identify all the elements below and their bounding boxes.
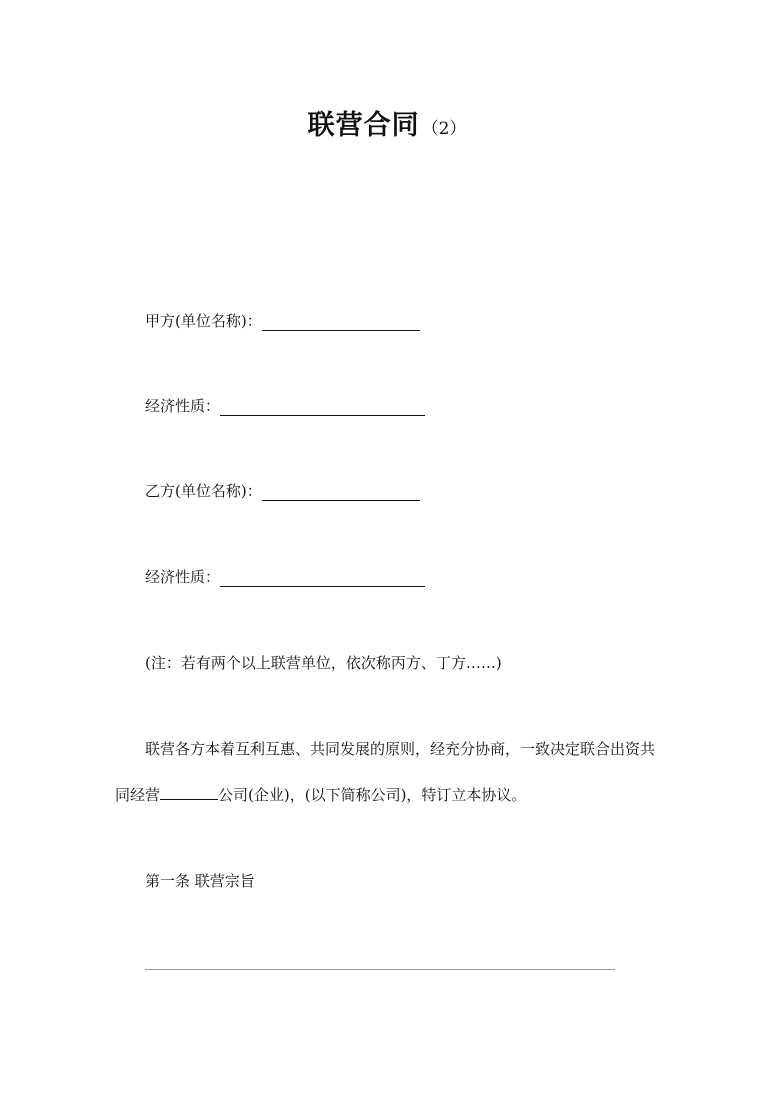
party-a-name-label: 甲方(单位名称)：: [145, 312, 262, 330]
intro-line2-end: 公司(企业)，(以下简称公司)，特订立本协议。: [218, 786, 527, 804]
title-main: 联营合同: [307, 110, 420, 141]
party-b-economic-nature-blank: [220, 568, 425, 587]
intro-paragraph-line1: 联营各方本着互利互惠、共同发展的原则，经充分协商，一致决定联合出资共: [145, 740, 656, 758]
note-text: (注：若有两个以上联营单位，依次称丙方、丁方……): [145, 654, 502, 672]
party-b-name-label: 乙方(单位名称)：: [145, 482, 262, 500]
party-b-economic-nature-label: 经济性质：: [145, 568, 221, 586]
party-b-economic-nature-field: [145, 566, 425, 587]
company-name-blank: [160, 784, 218, 800]
footer-divider: [145, 969, 615, 970]
party-a-economic-nature-label: 经济性质：: [145, 397, 221, 415]
party-a-name-field: [145, 310, 420, 331]
title-suffix: （2）: [421, 119, 467, 139]
party-b-name-blank: [262, 482, 420, 501]
party-b-name-field: [145, 480, 420, 501]
party-a-name-blank: [262, 312, 420, 331]
intro-paragraph-line2: [115, 784, 526, 805]
article-1-heading: 第一条 联营宗旨: [145, 872, 255, 890]
intro-line2-start: 同经营: [115, 786, 161, 804]
document-title: [0, 103, 774, 142]
party-a-economic-nature-blank: [220, 397, 425, 416]
party-a-economic-nature-field: [145, 395, 425, 416]
